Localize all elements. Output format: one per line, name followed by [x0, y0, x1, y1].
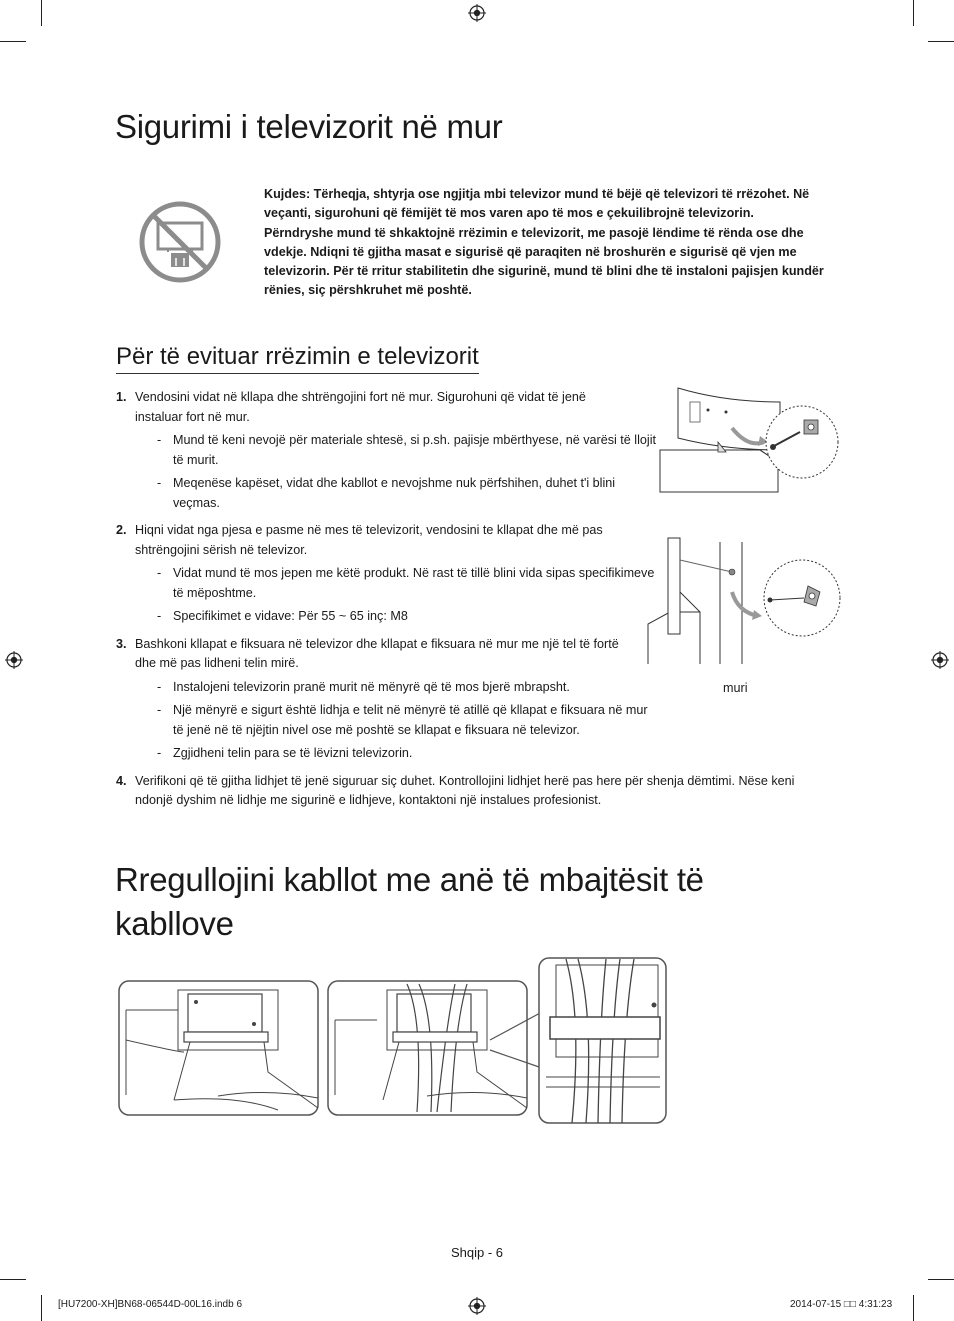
crop-mark	[928, 1279, 954, 1280]
sub-note-text: Specifikimet e vidave: Për 55 ~ 65 inç: M8	[173, 609, 408, 623]
sub-note	[135, 678, 658, 698]
section-title	[115, 858, 704, 946]
tv-wall-bracket-illustration	[640, 380, 845, 495]
sub-note	[135, 474, 658, 513]
sub-note-text: Instalojeni televizorin pranë murit në mënyrë që të mos bjerë mbrapsht.	[173, 679, 570, 694]
crop-mark	[913, 1295, 914, 1321]
sub-note-text: Mund të keni nevojë për materiale shtesë, si p.sh. pajisje mbërthyese, në varësi të llojit të murit.	[173, 433, 657, 467]
dash: -	[157, 703, 162, 717]
step-text: Hiqni vidat nga pjesa e pasme në mes të televizorit, vendosini te kllapat dhe më pas shtrëngojini sërish në televizor.	[135, 523, 603, 557]
sub-note	[135, 607, 658, 627]
step-text: Vendosini vidat në kllapa dhe shtrëngojini fort në mur. Sigurohuni që vidat të jenë instaluar fort në mur.	[135, 390, 586, 424]
step-text: Verifikoni që të gjitha lidhjet të jenë siguruar siç duhet. Kontrollojini lidhjet herë pas here për shenja dëmtimi. Nëse keni ndonjë dyshim në lidhje me sigurinë e lidhjeve, kontaktoni një instalues profesionist.	[135, 773, 795, 807]
dash: -	[157, 679, 162, 694]
registration-mark-icon	[5, 651, 23, 669]
crop-mark	[41, 0, 42, 26]
step-number: 4.	[116, 773, 127, 788]
step-text: Bashkoni kllapat e fiksuara në televizor dhe kllapat e fiksuara në mur me një tel të fortë dhe më pas lidheni telin mirë.	[135, 636, 619, 670]
sub-note-text: Vidat mund të mos jepen me këtë produkt. Në rast të tillë blini vida sipas specifikimeve të mëposhtme.	[173, 566, 655, 600]
page-title: Sigurimi i televizorit në mur	[115, 108, 503, 145]
registration-mark-icon	[931, 651, 949, 669]
step-number: 1.	[116, 390, 127, 404]
sub-note-text: Zgjidheni telin para se të lëvizni televizorin.	[173, 746, 413, 760]
sub-note	[135, 564, 658, 603]
crop-mark	[928, 41, 954, 42]
sub-note-text: Meqenëse kapëset, vidat dhe kabllot e nevojshme nuk përfshihen, duhet t'i blini veçmas.	[173, 476, 616, 510]
dash: -	[157, 609, 162, 623]
print-slug-left: [HU7200-XH]BN68-06544D-00L16.indb 6	[58, 1299, 243, 1310]
caution-text: Kujdes: Tërheqja, shtyrja ose ngjitja mbi televizor mund të bëjë që televizori të rrëzohet. Në veçanti, sigurohuni që fëmijët të mos varen apo të mos e çekuilibrojnë televizorin. Përndryshe mund të shkaktojnë rrëzimin e televizorit, me pasojë lëndime të rënda ose dhe vdekje. Ndiqni të gjitha masat e sigurisë që paraqiten në broshurën e sigurisë që vjen me televizorin. Për të rritur stabilitetin dhe sigurinë, mund të blini dhe të instaloni pajisjen kundër rënies, siç përshkruhet më poshtë.	[264, 187, 824, 298]
crop-mark	[0, 1279, 26, 1280]
step-item	[116, 772, 816, 811]
section-title-line-1: Rregullojini kabllot me anë të mbajtësit të	[115, 861, 704, 898]
section-title-line-2: kabllove	[115, 905, 234, 942]
wall-label: muri	[723, 681, 748, 695]
cable-holder-zoom-illustration	[538, 957, 668, 1125]
registration-mark-icon	[468, 4, 486, 22]
dash: -	[157, 746, 162, 760]
step-number: 3.	[116, 636, 127, 651]
sub-note-text: Një mënyrë e sigurt është lidhja e telit në mënyrë të atillë që kllapat e fiksuara në mur të jenë në të njëjtin nivel ose më poshtë se kllapat e fiksuara në televizor.	[173, 703, 648, 737]
tv-wall-tether-illustration	[640, 532, 845, 672]
sub-note	[135, 431, 658, 470]
dash: -	[157, 476, 162, 490]
crop-mark	[41, 1295, 42, 1321]
section-heading: Për të evituar rrëzimin e televizorit	[116, 343, 479, 374]
dash: -	[157, 566, 162, 580]
step-number: 2.	[116, 523, 127, 537]
print-slug-right: 2014-07-15 □□ 4:31:23	[790, 1299, 893, 1310]
crop-mark	[913, 0, 914, 26]
sub-note	[135, 744, 658, 764]
cable-holder-illustration-before	[118, 980, 320, 1117]
crop-mark	[0, 41, 26, 42]
page-number: Shqip - 6	[450, 1245, 504, 1260]
dash: -	[157, 433, 162, 447]
registration-mark-icon	[468, 1297, 486, 1315]
no-climbing-tv-icon	[138, 200, 222, 284]
sub-note	[135, 701, 658, 740]
